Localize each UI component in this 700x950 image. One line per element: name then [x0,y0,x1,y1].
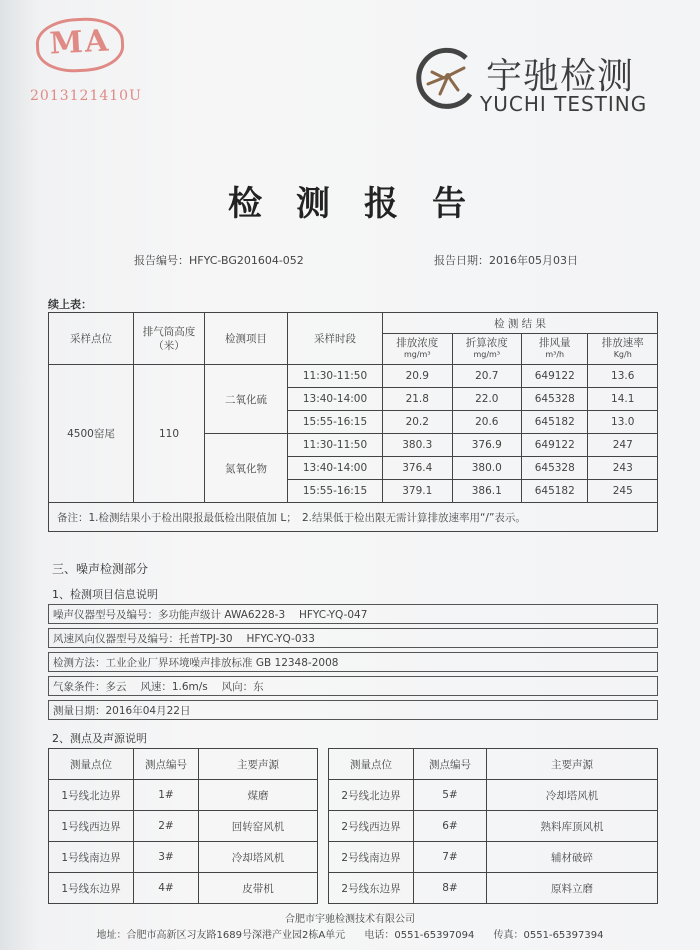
conv-cell: 376.9 [452,434,522,457]
table-row [49,873,318,904]
conv-cell: 380.0 [452,457,522,480]
period-cell: 13:40-14:00 [288,457,383,480]
code-cell: 8# [414,873,487,904]
source-cell: 煤磨 [199,780,318,811]
point-cell: 1号线西边界 [49,811,134,842]
conc-cell: 376.4 [383,457,453,480]
code-cell: 7# [414,842,487,873]
conv-cell: 20.7 [452,365,522,388]
header-item: 检测项目 [205,313,288,365]
conc-cell: 21.8 [383,388,453,411]
report-number: 报告编号：HFYC-BG201604-052 [134,254,304,267]
table-row [49,780,318,811]
flow-cell: 645182 [522,480,588,503]
point-cell: 1号线南边界 [49,842,134,873]
cma-stamp: MA [35,16,126,75]
point-cell: 2号线东边界 [329,873,414,904]
code-cell: 6# [414,811,487,842]
point-cell: 1号线东边界 [49,873,134,904]
conc-cell: 379.1 [383,480,453,503]
report-date: 报告日期：2016年05月03日 [434,254,578,267]
rate-cell: 13.0 [588,411,658,434]
noise-table-left [48,748,318,904]
source-cell: 冷却塔风机 [487,780,658,811]
source-cell: 原料立磨 [487,873,658,904]
point-cell: 2号线南边界 [329,842,414,873]
cma-number: 2013121410U [30,88,142,104]
table-row [49,811,318,842]
period-cell: 11:30-11:50 [288,434,383,457]
rate-cell: 245 [588,480,658,503]
header-source: 主要声源 [487,749,658,780]
header-conv: 折算浓度 mg/m³ [452,334,522,365]
header-period: 采样时段 [288,313,383,365]
item-cell: 二氧化硫 [205,365,288,434]
source-cell: 熟料库顶风机 [487,811,658,842]
info-weather: 气象条件：多云 风速：1.6m/s 风向：东 [48,676,658,696]
period-cell: 15:55-16:15 [288,411,383,434]
header-conc: 排放浓度 mg/m³ [383,334,453,365]
source-cell: 冷却塔风机 [199,842,318,873]
footer-fax: 传真：0551-65397394 [493,930,604,941]
footer-contact [0,926,700,941]
header-results: 检 测 结 果 [383,313,658,334]
info-method: 检测方法：工业企业厂界环境噪声排放标准 GB 12348-2008 [48,652,658,672]
header-point: 测量点位 [329,749,414,780]
header-height: 排气筒高度 （米） [134,313,205,365]
logo-chinese: 宇驰检测 [486,56,635,97]
source-cell: 回转窑风机 [199,811,318,842]
header-code: 测点编号 [414,749,487,780]
flow-cell: 645328 [522,457,588,480]
footer-address: 地址：合肥市高新区习友路1689号深港产业园2栋A单元 [96,930,346,941]
section-noise-title: 三、噪声检测部分 [52,562,149,576]
table-note: 备注：1.检测结果小于检出限报最低检出限值加 L； 2.结果低于检出限无需计算排放速率用“/”表示。 [49,503,658,532]
subsection-info-title: 1、检测项目信息说明 [52,588,158,601]
code-cell: 2# [134,811,199,842]
height-cell: 110 [134,365,205,503]
period-cell: 13:40-14:00 [288,388,383,411]
conc-cell: 380.3 [383,434,453,457]
conv-cell: 20.6 [452,411,522,434]
flow-cell: 649122 [522,365,588,388]
yuchi-logo-icon [414,46,480,112]
rate-cell: 13.6 [588,365,658,388]
conv-cell: 386.1 [452,480,522,503]
period-cell: 11:30-11:50 [288,365,383,388]
table-row [329,811,658,842]
footer-tel: 电话：0551-65397094 [364,930,475,941]
flow-cell: 645182 [522,411,588,434]
rate-cell: 247 [588,434,658,457]
header-point: 测量点位 [49,749,134,780]
header-code: 测点编号 [134,749,199,780]
emission-table [48,312,658,532]
rate-cell: 14.1 [588,388,658,411]
footer-company: 合肥市宇驰检测技术有限公司 [285,914,415,925]
report-title: 检测报告 [228,184,500,224]
flow-cell: 649122 [522,434,588,457]
conc-cell: 20.9 [383,365,453,388]
info-date: 测量日期：2016年04月22日 [48,700,658,720]
point-cell: 2号线北边界 [329,780,414,811]
table-row [329,780,658,811]
table-row [49,365,658,388]
subsection-points-title: 2、测点及声源说明 [52,732,147,745]
code-cell: 4# [134,873,199,904]
logo-english: YUCHI TESTING [480,92,648,116]
site-cell: 4500窑尾 [49,365,134,503]
header-source: 主要声源 [199,749,318,780]
source-cell: 皮带机 [199,873,318,904]
item-cell: 氮氧化物 [205,434,288,503]
continued-label: 续上表： [48,298,92,311]
rate-cell: 243 [588,457,658,480]
flow-cell: 645328 [522,388,588,411]
info-instrument: 噪声仪器型号及编号：多功能声级计 AWA6228-3 HFYC-YQ-047 [48,604,658,624]
table-row [329,842,658,873]
period-cell: 15:55-16:15 [288,480,383,503]
noise-table-right [328,748,658,904]
header-rate: 排放速率 Kg/h [588,334,658,365]
source-cell: 辅材破碎 [487,842,658,873]
point-cell: 1号线北边界 [49,780,134,811]
point-cell: 2号线西边界 [329,811,414,842]
info-wind-instrument: 风速风向仪器型号及编号：托普TPJ-30 HFYC-YQ-033 [48,628,658,648]
code-cell: 1# [134,780,199,811]
conv-cell: 22.0 [452,388,522,411]
table-row [49,842,318,873]
code-cell: 3# [134,842,199,873]
conc-cell: 20.2 [383,411,453,434]
code-cell: 5# [414,780,487,811]
table-row [329,873,658,904]
header-flow: 排风量 m³/h [522,334,588,365]
header-site: 采样点位 [49,313,134,365]
